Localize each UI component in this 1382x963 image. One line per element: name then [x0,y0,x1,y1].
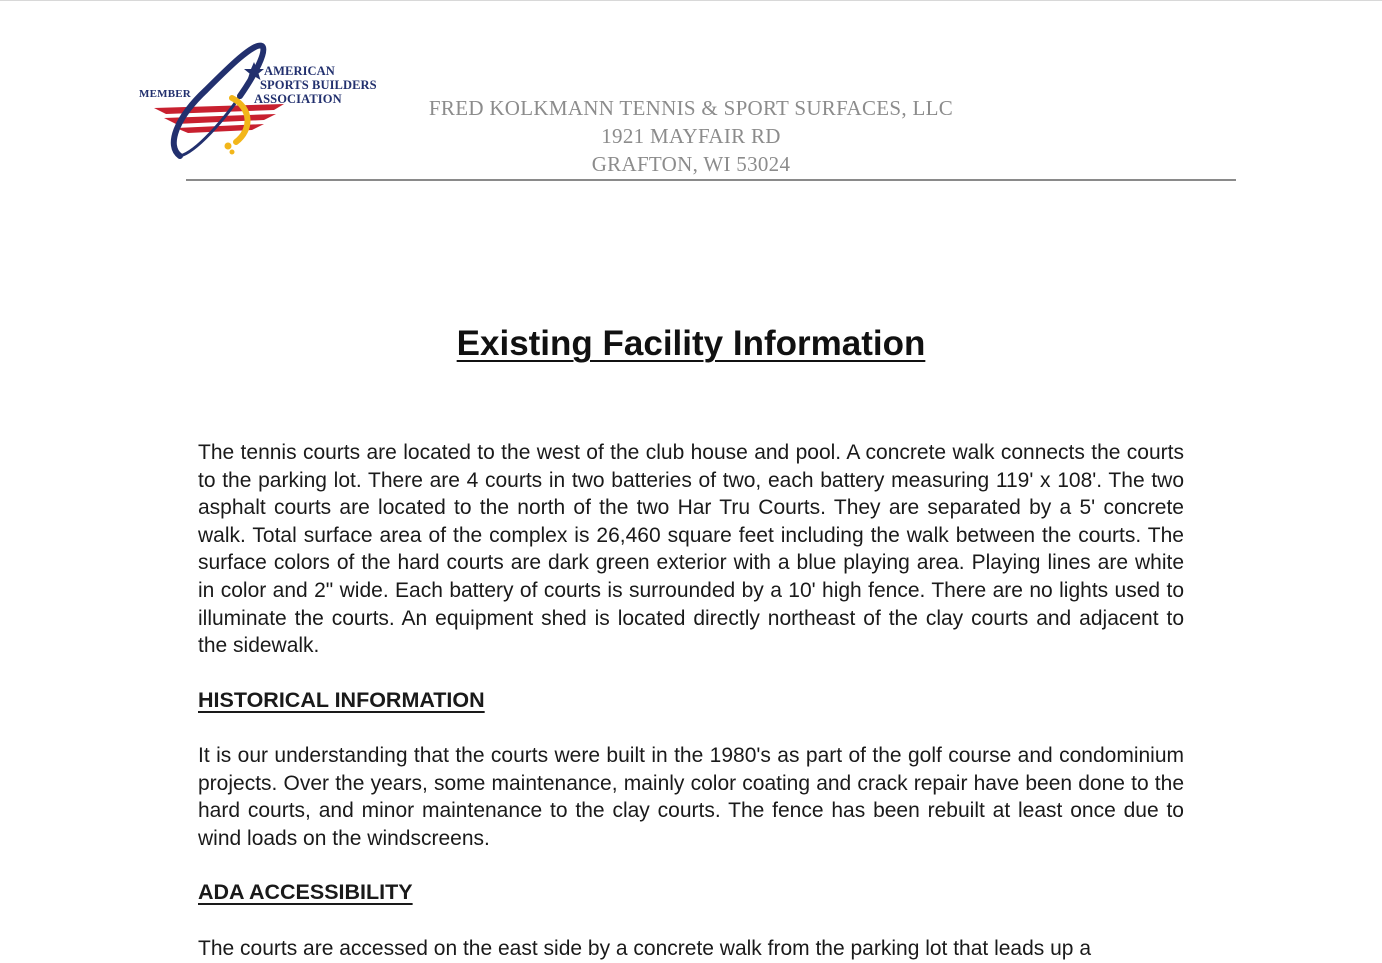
historical-heading: HISTORICAL INFORMATION [198,688,485,712]
letterhead-street: 1921 MAYFAIR RD [601,124,781,148]
logo-member-label: MEMBER [139,88,191,100]
ada-paragraph: The courts are accessed on the east side by a concrete walk from the parking lot that leads up a [198,937,1091,960]
letterhead-city: GRAFTON, WI 53024 [591,152,791,176]
document-title [0,324,1382,364]
logo-text-line-2: SPORTS BUILDERS [260,78,377,92]
document-title-text: Existing Facility Information [456,324,926,363]
letterhead-divider [186,179,1236,181]
letterhead [386,94,996,178]
logo-text-line-3: ASSOCIATION [254,92,342,106]
ada-heading: ADA ACCESSIBILITY [198,880,413,904]
facility-paragraph: The tennis courts are located to the west of the club house and pool. A concrete walk connects the courts to the parking lot. There are 4 courts in two batteries of two, each battery measuring 119' x 108'. The two asphalt courts are located to the north of the two Har Tru Courts. They are separated by a 5' concrete walk. Total surface area of the complex is 26,460 square feet including the walk between the courts. The surface colors of the hard courts are dark green exterior with a blue playing area. Playing lines are white in color and 2" wide. Each battery of courts is surrounded by a 10' high fence. There are no lights used to illuminate the courts. An equipment shed is located directly northeast of the clay courts and adjacent to the sidewalk. [198,441,1184,658]
page-top-edge [0,0,1382,1]
historical-paragraph: It is our understanding that the courts were built in the 1980's as part of the golf course and condominium projects. Over the years, some maintenance, mainly color coating and crack repair have been done to the hard courts, and minor maintenance to the clay courts. The fence has been rebuilt at least once due to wind loads on the windscreens. [198,744,1184,850]
logo-text-line-1: AMERICAN [264,64,335,78]
asba-member-logo [136,38,386,168]
letterhead-company: FRED KOLKMANN TENNIS & SPORT SURFACES, LLC [428,96,954,120]
